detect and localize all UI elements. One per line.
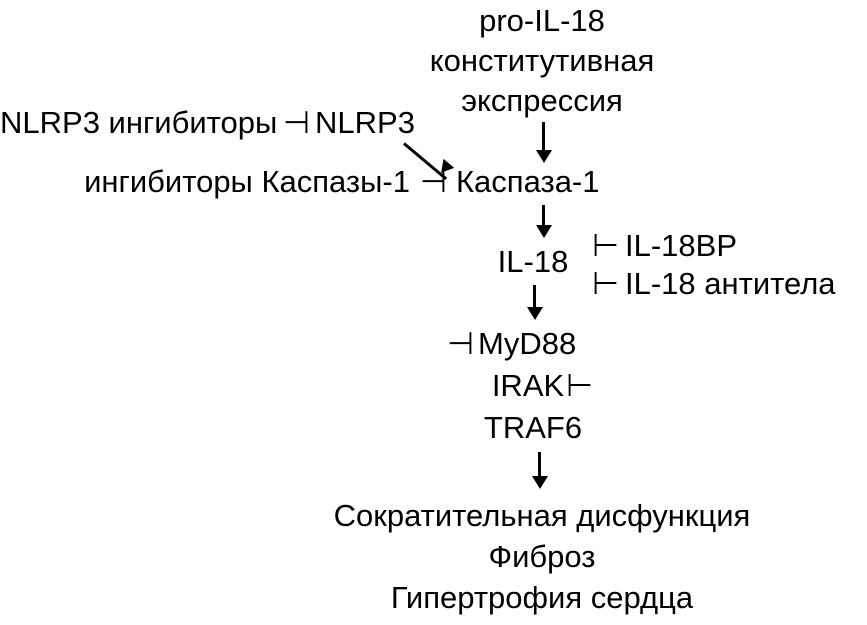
arrow-il18-to-myd88-head <box>527 307 543 320</box>
node-constitutive-expression-line2: экспрессия <box>461 83 623 118</box>
node-constitutive-expression-line1: конститутивная <box>429 43 655 78</box>
connector-inhibit-il18-antibodies-icon: ⊢ <box>592 266 620 301</box>
connector-inhibit-irak-icon: ⊢ <box>566 368 594 403</box>
node-il18-antibodies: IL-18 антитела <box>625 266 836 301</box>
connector-inhibit-caspase1-icon: ⊣ <box>420 164 448 199</box>
node-nlrp3-inhibitors: NLRP3 ингибиторы <box>0 105 278 140</box>
node-outcome-contractile-dysfunction: Сократительная дисфункция <box>333 498 751 533</box>
node-traf6: TRAF6 <box>483 410 583 445</box>
arrow-traf6-to-outcomes-head <box>532 476 548 489</box>
node-il18bp: IL-18BP <box>625 228 738 263</box>
connector-inhibit-myd88-icon: ⊣ <box>447 326 475 361</box>
connector-inhibit-il18bp-icon: ⊢ <box>592 228 620 263</box>
node-pro-il18: pro-IL-18 <box>479 3 605 38</box>
connector-inhibit-nlrp3-icon: ⊣ <box>283 105 311 140</box>
node-caspase1: Каспаза-1 <box>456 164 600 199</box>
arrow-expression-to-caspase1-head <box>536 150 552 163</box>
node-caspase1-inhibitors: ингибиторы Каспазы-1 <box>84 164 410 199</box>
node-outcome-cardiac-hypertrophy: Гипертрофия сердца <box>390 580 694 615</box>
node-outcome-fibrosis: Фиброз <box>488 539 596 574</box>
node-il18: IL-18 <box>497 244 569 279</box>
node-myd88: MyD88 <box>478 326 577 361</box>
arrow-caspase1-to-il18-head <box>536 225 552 238</box>
node-irak: IRAK <box>491 368 565 403</box>
node-nlrp3: NLRP3 <box>315 105 415 140</box>
